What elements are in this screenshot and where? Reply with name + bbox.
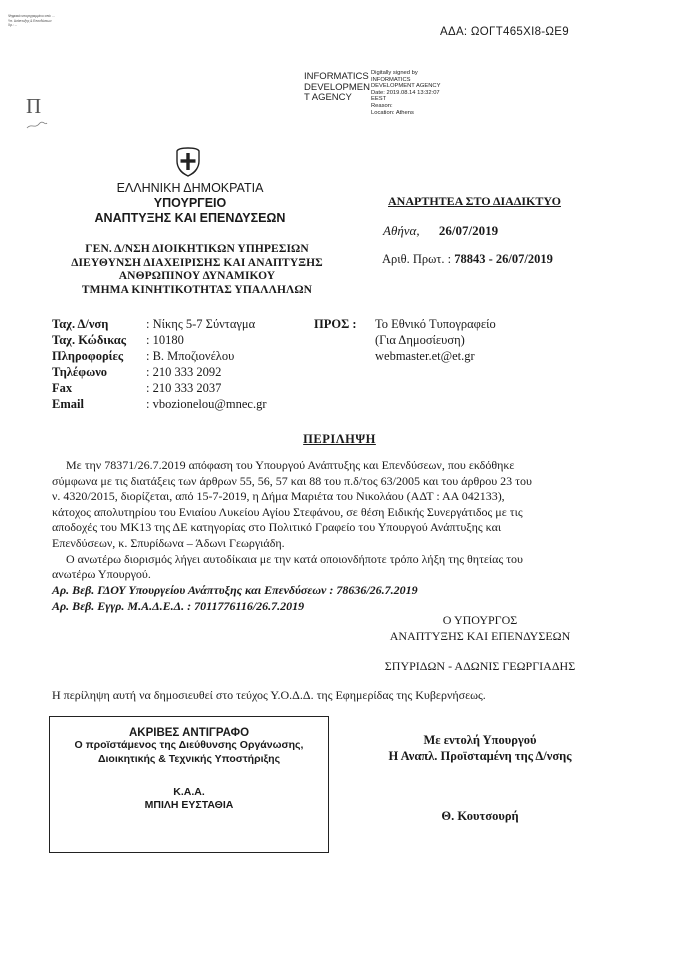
sig-detail: Date: 2019.08.14 13:32:07 <box>371 89 440 96</box>
copy-kaa: Κ.Α.Α. <box>173 786 205 798</box>
reference-madeD: Αρ. Βεβ. Εγγρ. Μ.Α.Δ.Ε.Δ. : 7011776116/26.7.2019 <box>52 598 305 613</box>
contact-label: Fax <box>52 381 73 395</box>
recipient-label: ΠΡΟΣ : <box>314 317 357 331</box>
minister-line-1: Ο ΥΠΟΥΡΓΟΣ <box>442 613 518 627</box>
protocol-label: Αριθ. Πρωτ. : <box>382 252 452 266</box>
contact-value: : Νίκης 5-7 Σύνταγμα <box>146 317 256 331</box>
stamp-line: Χρ.: ... <box>8 23 18 27</box>
sig-detail: DEVELOPMENT AGENCY <box>371 83 441 90</box>
paragraph-line: Ο ανωτέρω διορισμός λήγει αυτοδίκαια με την κατά οποιονδήποτε τρόπο λήξη της θητείας του <box>66 551 523 566</box>
signer-line: T AGENCY <box>304 92 352 103</box>
contact-label: Ταχ. Κώδικας <box>52 333 127 347</box>
republic-title: ΕΛΛΗΝΙΚΗ ΔΗΜΟΚΡΑΤΙΑ <box>116 181 264 195</box>
city-label: Αθήνα, <box>383 223 420 238</box>
recipient-block <box>375 316 496 364</box>
order-block <box>345 732 615 764</box>
contact-row <box>52 380 312 396</box>
stamp-text <box>8 14 118 28</box>
publish-note: Η περίληψη αυτή να δημοσιευθεί στο τεύχος Υ.Ο.Δ.Δ. της Εφημερίδας της Κυβερνήσεως. <box>52 688 486 702</box>
copy-title: ΑΚΡΙΒΕΣ ΑΝΤΙΓΡΑΦΟ <box>128 727 250 739</box>
summary-title: ΠΕΡΙΛΗΨΗ <box>303 432 376 446</box>
city-date <box>383 223 498 239</box>
paragraph-line: αποδοχές του ΜΚ13 της ΔΕ κατηγορίας στο Πολιτικό Γραφείο του Υπουργού Ανάπτυξης και <box>52 520 502 535</box>
contact-label: Email <box>52 397 84 411</box>
ada-code: ΑΔΑ: ΩΟΓΤ465ΧΙ8-ΩΕ9 <box>440 26 569 38</box>
paragraph-line: σύμφωνα με τις διατάξεις των άρθρων 55, 56, 57 και 88 του π.δ/τος 63/2005 και του άρθρου 23 του <box>52 473 532 488</box>
contact-details <box>52 316 312 412</box>
contact-value: : 10180 <box>146 333 184 347</box>
sig-detail: Location: Athens <box>371 109 414 116</box>
document-date: 26/07/2019 <box>438 223 499 238</box>
stamp-initial: Π <box>26 94 42 118</box>
minister-block <box>340 612 620 674</box>
contact-row <box>52 348 312 364</box>
minister-line-2: ΑΝΑΠΤΥΞΗΣ ΚΑΙ ΕΠΕΝΔΥΣΕΩΝ <box>389 629 571 643</box>
department-line: ΓΕΝ. Δ/ΝΣΗ ΔΙΟΙΚΗΤΙΚΩΝ ΥΠΗΡΕΣΙΩΝ <box>85 243 309 255</box>
ministry-line-2: ΑΝΑΠΤΥΞΗΣ ΚΑΙ ΕΠΕΝΔΥΣΕΩΝ <box>94 211 286 225</box>
certified-copy-box <box>49 716 329 853</box>
protocol-value: 78843 - 26/07/2019 <box>454 252 553 266</box>
copy-line-1: Ο προϊστάμενος της Διεύθυνσης Οργάνωσης, <box>74 739 304 751</box>
contact-row <box>52 316 312 332</box>
paragraph-line: ανωτέρω Υπουργού. <box>52 567 151 582</box>
coat-of-arms-icon <box>175 147 201 182</box>
sig-detail: Reason: <box>371 102 393 109</box>
recipient-line: (Για Δημοσίευση) <box>375 333 465 347</box>
department-line: ΤΜΗΜΑ ΚΙΝΗΤΙΚΟΤΗΤΑΣ ΥΠΑΛΛΗΛΩΝ <box>81 283 313 296</box>
contact-value: : 210 333 2092 <box>146 365 222 379</box>
contact-row <box>52 396 312 412</box>
stamp-scribble-icon <box>26 120 48 130</box>
posting-notice: ΑΝΑΡΤΗΤΕΑ ΣΤΟ ΔΙΑΔΙΚΤΥΟ <box>388 194 561 208</box>
contact-label: Πληροφορίες <box>52 349 124 363</box>
contact-value: : 210 333 2037 <box>146 381 222 395</box>
contact-value: : Β. Μποζιονέλου <box>146 349 235 363</box>
sig-detail: Digitally signed by <box>371 70 418 76</box>
signature-details <box>371 70 440 116</box>
stamp-line: Υπ. Ανάπτυξης & Επενδύσεων <box>8 18 52 23</box>
department-block <box>38 243 356 297</box>
contact-value: : vbozionelou@mnec.gr <box>146 397 267 411</box>
contact-row <box>52 332 312 348</box>
recipient-line: Το Εθνικό Τυπογραφείο <box>375 317 496 331</box>
order-signer-name: Θ. Κουτσουρή <box>441 809 519 823</box>
paragraph-line: Επενδύσεων, κ. Σπυρίδωνα – Άδωνι Γεωργιάδη. <box>52 535 285 550</box>
protocol-number <box>382 252 553 267</box>
minister-name: ΣΠΥΡΙΔΩΝ - ΑΔΩΝΙΣ ΓΕΩΡΓΙΑΔΗΣ <box>384 659 576 673</box>
paragraph-line: Με την 78371/26.7.2019 απόφαση του Υπουργού Ανάπτυξης και Επενδύσεων, που εκδόθηκε <box>66 458 515 472</box>
republic-heading <box>50 181 330 226</box>
stamp-line: Ψηφιακά υπογεγραμμένο από: ... <box>8 14 55 18</box>
signer-line: INFORMATICS <box>304 71 369 82</box>
signature-signer <box>304 72 370 104</box>
department-line: ΑΝΘΡΩΠΙΝΟΥ ΔΥΝΑΜΙΚΟΥ <box>118 270 276 282</box>
sig-detail: EEST <box>371 96 387 103</box>
recipient-line: webmaster.et@et.gr <box>375 349 475 363</box>
order-line-2: Η Αναπλ. Προϊσταμένη της Δ/νσης <box>388 749 572 763</box>
contact-row <box>52 364 312 380</box>
sig-detail: INFORMATICS <box>371 76 411 83</box>
reference-gdou: Αρ. Βεβ. ΓΔΟΥ Υπουργείου Ανάπτυξης και Επενδύσεων : 78636/26.7.2019 <box>52 583 418 597</box>
ministry-line-1: ΥΠΟΥΡΓΕΙΟ <box>153 196 227 210</box>
paragraph-line: κάτοχος απολυτηρίου του Ενιαίου Λυκείου Αγίου Στεφάνου, σε θέση Ειδικής Συνεργάτιδος με τις <box>52 504 523 519</box>
copy-name: ΜΠΙΛΗ ΕΥΣΤΑΘΙΑ <box>144 799 234 811</box>
department-line: ΔΙΕΥΘΥΝΣΗ ΔΙΑΧΕΙΡΙΣΗΣ ΚΑΙ ΑΝΑΠΤΥΞΗΣ <box>71 256 323 269</box>
signer-line: DEVELOPMEN <box>304 81 370 93</box>
contact-label: Ταχ. Δ/νση <box>52 317 109 331</box>
references <box>52 583 418 614</box>
paragraph-line: ν. 4320/2015, διορίζεται, από 15-7-2019, η Δήμα Μαριέτα του Νικολάου (ΑΔΤ : ΑΑ 042133), <box>52 489 505 504</box>
copy-line-2: Διοικητικής & Τεχνικής Υποστήριξης <box>97 752 281 765</box>
order-line-1: Με εντολή Υπουργού <box>423 733 537 747</box>
stamp-logo <box>26 95 48 129</box>
summary-paragraph-1 <box>52 458 610 583</box>
contact-label: Τηλέφωνο <box>52 365 108 379</box>
